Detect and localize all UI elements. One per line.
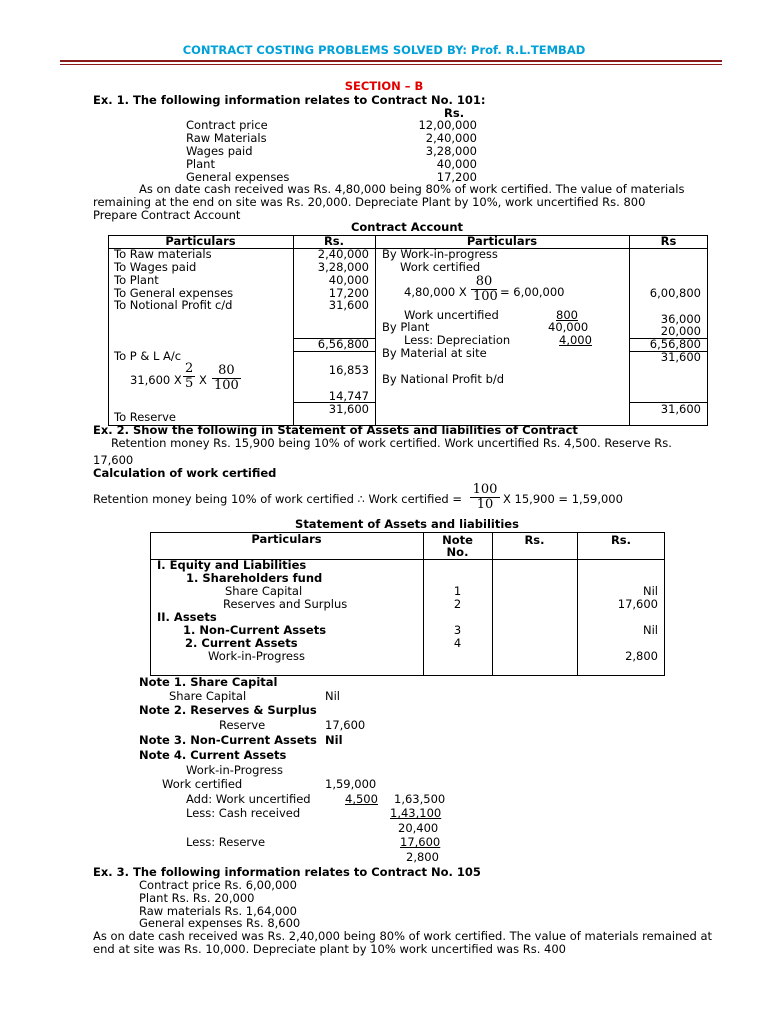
pl-value: 16,853 bbox=[328, 363, 369, 377]
col-header-particulars: Particulars bbox=[466, 234, 538, 248]
calc-work-certified-prefix: Retention money being 10% of work certified ∴ Work certified = bbox=[93, 492, 463, 506]
fraction-numerator: 100 bbox=[470, 483, 500, 498]
wc-calc-result: = 6,00,000 bbox=[500, 285, 565, 299]
wip-total: 6,00,800 bbox=[649, 286, 701, 300]
table-col-divider bbox=[375, 235, 376, 426]
ex1-item-value: 40,000 bbox=[436, 157, 477, 171]
stmt-header-note-no: No. bbox=[446, 545, 469, 559]
stmt-header-note: Note bbox=[442, 533, 473, 547]
stmt-value: 2,800 bbox=[625, 649, 658, 663]
note4-work-certified-value: 1,59,000 bbox=[325, 777, 377, 791]
ex1-item-label: Wages paid bbox=[186, 144, 253, 158]
fraction-denominator: 100 bbox=[473, 289, 498, 304]
ex1-item-value: 3,28,000 bbox=[425, 144, 477, 158]
ex1-item-value: 12,00,000 bbox=[418, 118, 477, 132]
wc-fraction bbox=[471, 275, 497, 304]
depreciation-value: 4,000 bbox=[559, 333, 592, 347]
pl-fraction-two-fifths bbox=[183, 362, 195, 391]
note3-value: Nil bbox=[325, 733, 343, 747]
document-header-title: CONTRACT COSTING PROBLEMS SOLVED BY: Prof. R.L.TEMBAD bbox=[182, 43, 586, 57]
ex1-item-value: 17,200 bbox=[436, 170, 477, 184]
debit-row-label: To Notional Profit c/d bbox=[114, 298, 233, 312]
note4-add-total: 1,63,500 bbox=[394, 792, 446, 806]
work-uncertified-label: Work uncertified bbox=[404, 308, 499, 322]
credit-total: 6,56,800 bbox=[649, 337, 701, 351]
stmt-row-non-current: 1. Non-Current Assets bbox=[183, 623, 327, 637]
debit-row-value: 17,200 bbox=[328, 286, 369, 300]
note4-subtotal: 20,400 bbox=[398, 821, 439, 835]
ex2-heading: Ex. 2. Show the following in Statement of Assets and liabilities of Contract bbox=[93, 423, 578, 437]
debit-total-2: 31,600 bbox=[328, 402, 369, 416]
note4-cash-value: 1,43,100 bbox=[390, 806, 442, 820]
ex2-paragraph-line: 17,600 bbox=[93, 453, 134, 467]
to-reserve-label: To Reserve bbox=[114, 410, 176, 424]
note4-title: Note 4. Current Assets bbox=[139, 748, 287, 762]
col-header-rs: Rs bbox=[660, 234, 677, 248]
stmt-row-shareholders: 1. Shareholders fund bbox=[186, 571, 323, 585]
debit-row-value: 3,28,000 bbox=[317, 260, 369, 274]
stmt-header-rs: Rs. bbox=[524, 533, 545, 547]
by-national-profit-label: By National Profit b/d bbox=[382, 372, 505, 386]
ex2-paragraph-line: Retention money Rs. 15,900 being 10% of work certified. Work uncertified Rs. 4,500. Reserve Rs. bbox=[111, 436, 672, 450]
reserve-value: 14,747 bbox=[328, 389, 369, 403]
fraction-denominator: 10 bbox=[476, 497, 494, 512]
credit-wip-label: By Work-in-progress bbox=[382, 247, 498, 261]
debit-row-label: To Plant bbox=[114, 273, 159, 287]
stmt-note-number: 4 bbox=[453, 636, 462, 650]
to-pl-label: To P & L A/c bbox=[114, 349, 182, 363]
stmt-value: Nil bbox=[643, 623, 658, 637]
note2-title: Note 2. Reserves & Surplus bbox=[139, 703, 317, 717]
debit-row-value: 2,40,000 bbox=[317, 247, 369, 261]
stmt-header-particulars: Particulars bbox=[251, 532, 322, 546]
ex1-paragraph-line: remaining at the end on site was Rs. 20,000. Depreciate Plant by 10%, work uncertified Rs. 800 bbox=[93, 195, 646, 209]
note2-label: Reserve bbox=[219, 718, 266, 732]
note1-label: Share Capital bbox=[169, 689, 247, 703]
ex3-heading: Ex. 3. The following information relates to Contract No. 105 bbox=[93, 865, 481, 879]
stmt-row-assets: II. Assets bbox=[157, 610, 217, 624]
work-uncertified-value: 800 bbox=[556, 308, 578, 322]
fraction-numerator: 2 bbox=[185, 361, 194, 376]
fraction-numerator: 80 bbox=[212, 364, 241, 379]
note4-reserve-value: 17,600 bbox=[400, 835, 441, 849]
material-at-site-value: 20,000 bbox=[660, 324, 701, 338]
wc-calc-prefix: 4,80,000 X bbox=[404, 285, 467, 299]
calc-work-certified-heading: Calculation of work certified bbox=[93, 466, 277, 480]
ex1-heading: Ex. 1. The following information relates to Contract No. 101: bbox=[93, 93, 486, 107]
stmt-row-equity: I. Equity and Liabilities bbox=[157, 558, 307, 572]
stmt-note-number: 1 bbox=[453, 584, 462, 598]
debit-total-rule bbox=[293, 351, 375, 352]
col-header-rs: Rs. bbox=[323, 234, 345, 248]
stmt-row-share-capital: Share Capital bbox=[225, 584, 303, 598]
stmt-value: Nil bbox=[643, 584, 658, 598]
ex1-paragraph-line: Prepare Contract Account bbox=[93, 208, 241, 222]
ex1-item-label: General expenses bbox=[186, 170, 290, 184]
ex1-item-label: Raw Materials bbox=[186, 131, 267, 145]
section-title: SECTION – B bbox=[344, 79, 424, 93]
note4-add-label: Add: Work uncertified bbox=[186, 792, 311, 806]
debit-total: 6,56,800 bbox=[317, 337, 369, 351]
stmt-note-number: 2 bbox=[453, 597, 462, 611]
fraction-denominator: 5 bbox=[185, 376, 194, 391]
ex1-item-label: Contract price bbox=[186, 118, 268, 132]
pl-fraction-80-100 bbox=[212, 364, 241, 393]
notional-profit-value: 31,600 bbox=[660, 350, 701, 364]
stmt-note-number: 3 bbox=[453, 623, 462, 637]
less-depreciation-label: Less: Depreciation bbox=[404, 333, 511, 347]
stmt-value: 17,600 bbox=[617, 597, 658, 611]
note1-value: Nil bbox=[325, 689, 340, 703]
header-rule-thin bbox=[60, 64, 722, 65]
ex3-item: Contract price Rs. 6,00,000 bbox=[139, 878, 297, 892]
stmt-row-reserves: Reserves and Surplus bbox=[223, 597, 348, 611]
ex1-item-label: Plant bbox=[186, 157, 215, 171]
note4-less-cash-label: Less: Cash received bbox=[186, 806, 301, 820]
credit-work-certified-label: Work certified bbox=[400, 260, 481, 274]
debit-row-label: To Wages paid bbox=[114, 260, 197, 274]
ex3-item: General expenses Rs. 8,600 bbox=[139, 916, 301, 930]
note4-wip: Work-in-Progress bbox=[186, 763, 283, 777]
plant-value: 40,000 bbox=[548, 320, 589, 334]
debit-row-value: 31,600 bbox=[328, 298, 369, 312]
ex1-rs-label: Rs. bbox=[444, 106, 465, 120]
note3-title: Note 3. Non-Current Assets bbox=[139, 733, 317, 747]
note4-less-reserve-label: Less: Reserve bbox=[186, 835, 266, 849]
note4-add-value: 4,500 bbox=[345, 792, 378, 806]
note4-final-value: 2,800 bbox=[406, 850, 439, 864]
col-header-particulars: Particulars bbox=[165, 234, 236, 248]
fraction-numerator: 80 bbox=[471, 275, 497, 290]
calc-fraction bbox=[470, 483, 500, 512]
ex3-paragraph-line: end at site was Rs. 10,000. Depreciate plant by 10% work uncertified was Rs. 400 bbox=[93, 942, 566, 956]
stmt-row-wip: Work-in-Progress bbox=[208, 649, 305, 663]
ex3-item: Raw materials Rs. 1,64,000 bbox=[139, 904, 297, 918]
statement-col-divider bbox=[492, 532, 493, 676]
statement-title: Statement of Assets and liabilities bbox=[295, 517, 519, 531]
note1-title: Note 1. Share Capital bbox=[139, 675, 278, 689]
header-rule-thick bbox=[60, 60, 722, 62]
pl-calc-times: X bbox=[199, 373, 207, 387]
debit-row-value: 40,000 bbox=[328, 273, 369, 287]
pl-calc-prefix: 31,600 X bbox=[130, 373, 182, 387]
note4-work-certified: Work certified bbox=[162, 777, 243, 791]
note2-value: 17,600 bbox=[325, 718, 366, 732]
credit-total-2: 31,600 bbox=[660, 402, 701, 416]
stmt-header-rs: Rs. bbox=[610, 533, 632, 547]
ex3-paragraph-line: As on date cash received was Rs. 2,40,000 being 80% of work certified. The value of materials remained at bbox=[93, 929, 713, 943]
calc-work-certified-suffix: X 15,900 = 1,59,000 bbox=[503, 492, 623, 506]
ex1-item-value: 2,40,000 bbox=[425, 131, 477, 145]
fraction-denominator: 100 bbox=[214, 378, 239, 393]
contract-account-title: Contract Account bbox=[350, 220, 464, 234]
plant-net-value: 36,000 bbox=[660, 312, 701, 326]
by-material-label: By Material at site bbox=[382, 346, 487, 360]
ex3-item: Plant Rs. Rs. 20,000 bbox=[139, 891, 255, 905]
by-plant-label: By Plant bbox=[382, 320, 430, 334]
debit-row-label: To Raw materials bbox=[114, 247, 212, 261]
stmt-row-current: 2. Current Assets bbox=[185, 636, 298, 650]
ex1-paragraph-line: As on date cash received was Rs. 4,80,000 being 80% of work certified. The value of materials bbox=[139, 182, 685, 196]
debit-row-label: To General expenses bbox=[114, 286, 234, 300]
